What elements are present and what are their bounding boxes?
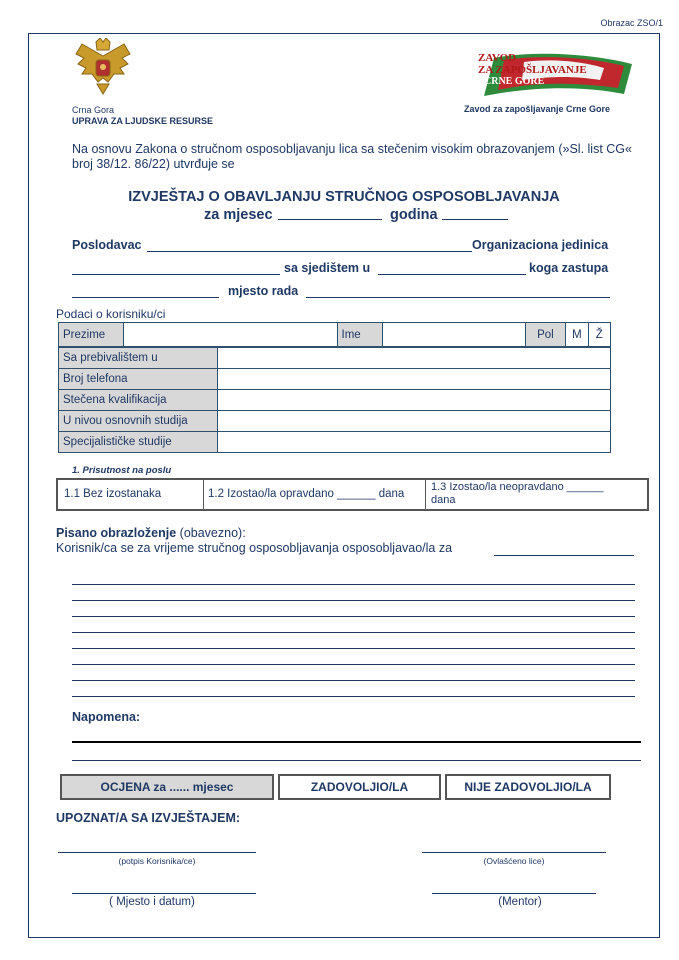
trained-for-field[interactable] [494, 555, 634, 556]
surname-label: Prezime [59, 323, 124, 347]
agency-logo [474, 50, 634, 100]
name-field[interactable] [383, 323, 525, 347]
seat-label: sa sjedištem u [284, 261, 371, 275]
explanation-line[interactable] [72, 585, 635, 601]
note-label: Napomena: [72, 710, 141, 724]
logo-line-1: ZAVOD [478, 52, 517, 64]
explanation-line[interactable] [72, 649, 635, 665]
specialist-studies-field[interactable] [218, 432, 611, 453]
place-date-caption: ( Mjesto i datum) [109, 896, 195, 908]
place-date-field[interactable] [72, 893, 256, 894]
month-label: za mjesec [204, 207, 273, 223]
logo-line-3: CRNE GORE [484, 76, 545, 87]
explanation-line-text: Korisnik/ca se za vrijeme stručnog osposobljavanja osposobljavao/la za [56, 541, 453, 555]
org-unit-field[interactable] [72, 274, 280, 275]
note-line[interactable] [72, 760, 641, 761]
unjustified-absence-line2: dana [431, 494, 456, 506]
residence-field[interactable] [218, 348, 611, 369]
explanation-heading [56, 526, 246, 540]
country-name: Crna Gora [72, 105, 115, 115]
employer-field[interactable] [147, 251, 472, 252]
no-absence-option[interactable]: 1.1 Bez izostanaka [58, 480, 204, 509]
qualification-label: Stečena kvalifikacija [59, 390, 218, 411]
user-header-table [58, 322, 611, 347]
seat-field[interactable] [378, 274, 526, 275]
phone-label: Broj telefona [59, 369, 218, 390]
employer-label: Poslodavac [72, 238, 142, 252]
user-signature-caption: (potpis Korisnika/ce) [118, 856, 196, 866]
attendance-title: 1. Prisutnost na poslu [72, 465, 172, 476]
workplace-label: mjesto rada [228, 284, 299, 298]
attendance-box [56, 478, 649, 511]
explanation-line[interactable] [72, 681, 635, 697]
month-field[interactable] [278, 219, 382, 220]
explanation-mandatory: (obavezno): [179, 526, 246, 540]
representative-field[interactable] [72, 297, 219, 298]
report-title: IZVJEŠTAJ O OBAVLJANJU STRUČNOG OSPOSOBLJAVANJA [128, 189, 560, 205]
represented-label: koga zastupa [529, 261, 609, 275]
logo-line-2: ZA ZAPOŠLJAVANJE [478, 64, 587, 76]
explanation-line[interactable] [72, 633, 635, 649]
intro-text: Na osnovu Zakona o stručnom osposobljavanju lica sa stečenim visokim obrazovanjem (»Sl. list CG« broj 38/12. 86/22) utvrđuje se [72, 142, 632, 171]
user-section-title: Podaci o korisniku/ci [56, 307, 166, 321]
residence-label: Sa prebivalištem u [59, 348, 218, 369]
authority-name: UPRAVA ZA LJUDSKE RESURSE [72, 116, 214, 126]
explanation-line[interactable] [72, 569, 635, 585]
authorized-signature-caption: (Ovlašćeno lice) [483, 856, 545, 866]
authorized-signature-field[interactable] [422, 852, 606, 853]
user-signature-field[interactable] [58, 852, 256, 853]
basic-studies-field[interactable] [218, 411, 611, 432]
year-field[interactable] [442, 219, 508, 220]
explanation-label: Pisano obrazloženje [56, 526, 177, 540]
rating-table [56, 774, 615, 800]
form-code: Obrazac ZSO/1 [600, 18, 663, 28]
acknowledged-label: UPOZNAT/A SA IZVJEŠTAJEM: [56, 811, 241, 825]
gender-label: Pol [525, 323, 566, 347]
gender-female-option[interactable]: Ž [588, 323, 610, 347]
org-unit-label: Organizaciona jedinica [472, 238, 609, 252]
note-line-bold[interactable] [72, 741, 641, 743]
mentor-signature-field[interactable] [432, 893, 596, 894]
specialist-studies-label: Specijalističke studije [59, 432, 218, 453]
explanation-line[interactable] [72, 617, 635, 633]
unjustified-absence-line1: 1.3 Izostao/la neopravdano ______ [431, 481, 604, 493]
mentor-caption: (Mentor) [498, 896, 542, 908]
rating-label: OCJENA za ...... mjesec [60, 774, 274, 800]
year-label: godina [390, 207, 438, 223]
basic-studies-label: U nivou osnovnih studija [59, 411, 218, 432]
phone-field[interactable] [218, 369, 611, 390]
workplace-field[interactable] [306, 297, 610, 298]
gender-male-option[interactable]: M [566, 323, 588, 347]
explanation-line[interactable] [72, 601, 635, 617]
not-satisfied-option[interactable]: NIJE ZADOVOLJIO/LA [445, 774, 611, 800]
justified-absence-option[interactable]: 1.2 Izostao/la opravdano ______ dana [204, 480, 426, 509]
unjustified-absence-option[interactable] [426, 481, 647, 507]
explanation-lines[interactable] [72, 569, 635, 697]
agency-caption: Zavod za zapošljavanje Crne Gore [464, 104, 611, 114]
name-label: Ime [337, 323, 383, 347]
user-details-table [58, 347, 611, 453]
coat-of-arms-icon [72, 38, 134, 98]
satisfied-option[interactable]: ZADOVOLJIO/LA [278, 774, 441, 800]
qualification-field[interactable] [218, 390, 611, 411]
surname-field[interactable] [124, 323, 337, 347]
explanation-line[interactable] [72, 665, 635, 681]
